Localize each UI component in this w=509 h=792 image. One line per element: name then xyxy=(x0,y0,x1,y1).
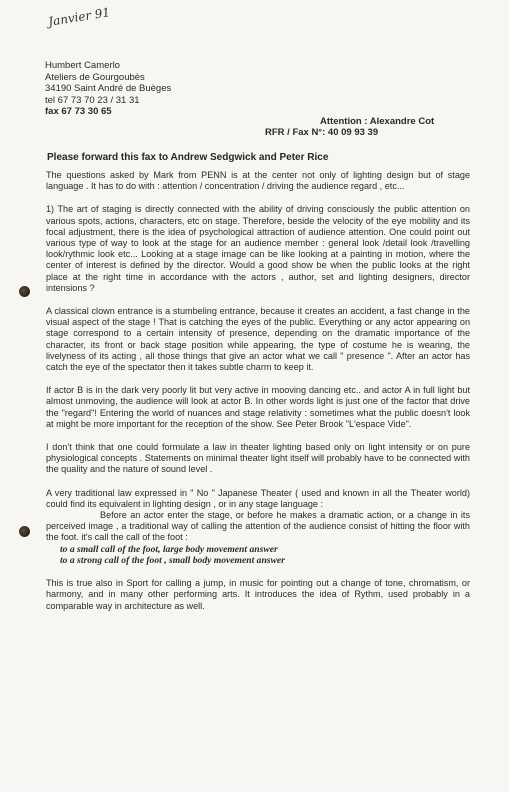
punch-hole-bottom xyxy=(19,526,30,537)
paragraph-4: If actor B is in the dark very poorly lit but very active in mooving dancing etc.. and actor A in full light but almost unmoving, the audience will look at actor B. In other words light is just one of the factor that drive the "regard"! Entering the world of nuances and stage relativity : sometimes what the public doesn't look at might be more important for the reception of the show. See Peter Brook "L'espace Vide". xyxy=(46,385,470,429)
paragraph-6-indent: Before an actor enter the stage, or before he makes a dramatic action, or a change in its perceived image , a traditional way of calling the attention of the audience consist of hitting the floor with the foot. it's call the call of the foot : xyxy=(46,510,470,543)
paragraph-2: 1) The art of staging is directly connected with the ability of driving consciously the public attention on various spots, actions, characters, etc on stage. Therefore, beside the velocity of the eye mobility and its focal adjustment, there is the idea of psychological attraction of audience attention. One could point out various type of way to look at the stage for an audience member : general look /detail look /travelling look/rythmic look etc... Looking at a stage image can be like looking at a painting in motion, where the center of interest is defined by the director. Would a good show be when the public looks at the right place at the right time in accordance with the actors , author, set and lighting designers, director intensions ? xyxy=(46,204,470,293)
punch-hole-top xyxy=(19,286,30,297)
sender-block xyxy=(45,60,171,118)
paragraph-6-intro: A very traditional law expressed in " No " Japanese Theater ( used and known in all the Theater world) could find its equivalent in lighting design , or in any stage language : xyxy=(46,487,470,509)
sender-fax: fax 67 73 30 65 xyxy=(45,106,112,117)
paragraph-6 xyxy=(46,488,470,566)
sender-company: Ateliers de Gourgoubès xyxy=(45,71,145,83)
handwritten-date: Janvier 91 xyxy=(47,5,111,29)
recipient-block xyxy=(265,116,434,138)
sender-tel: tel 67 73 70 23 / 31 31 xyxy=(45,94,140,106)
law-line-1: to a small call of the foot, large body movement answer xyxy=(60,543,278,555)
paragraph-5: I don't think that one could formulate a law in theater lighting based only on light intensity or on pure physiological concepts . Statements on minimal theater light itself will probably have to be connected with the quality and the nature of sound level . xyxy=(46,442,470,475)
fax-reference: RFR / Fax N°: 40 09 93 39 xyxy=(265,127,379,138)
letter-body xyxy=(46,170,470,612)
law-line-2: to a strong call of the foot , small body movement answer xyxy=(60,554,285,566)
sender-address: 34190 Saint André de Buèges xyxy=(45,83,172,94)
paragraph-7: This is true also in Sport for calling a jump, in music for pointing out a change of tone, chromatism, or harmony, and in many other performing arts. It introduces the idea of Rythm, used probably in a comparable way in architecture as well. xyxy=(46,578,470,611)
paragraph-1: The questions asked by Mark from PENN is at the center not only of lighting design but of stage language . It has to do with : attention / concentration / driving the audience regard , etc... xyxy=(46,170,470,192)
paragraph-3: A classical clown entrance is a stumbeling entrance, because it creates an accident, a fast change in the visual aspect of the stage ! That is catching the eyes of the public. Everything or any actor appearing on stage correspond to a certain intensity of presence, depending on the dramatic importance of the character, its front or back stage position while appearing, the type of costume he is wearing, the livelyness of its acting , all those things that give an actor what we call " presence ". After an actor has catch the eye of the spectator then it takes subtle charm to keep it. xyxy=(46,306,470,373)
forward-line: Please forward this fax to Andrew Sedgwick and Peter Rice xyxy=(47,152,329,163)
sender-name: Humbert Camerlo xyxy=(45,60,120,71)
attention-line: Attention : Alexandre Cot xyxy=(320,116,435,127)
